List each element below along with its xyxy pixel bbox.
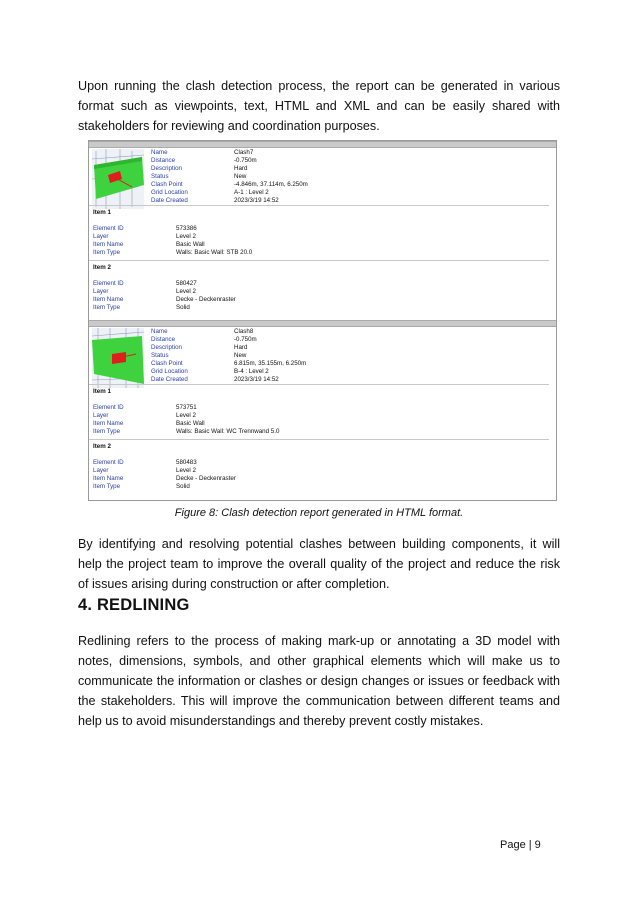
grid-location-label: Grid Location <box>151 189 188 196</box>
item-type-value: Walls: Basic Wall: STB 20.0 <box>176 249 253 256</box>
item-heading: Item 1 <box>93 209 111 216</box>
element-id-label: Element ID <box>93 225 124 232</box>
item-type-label: Item Type <box>93 428 121 435</box>
item-type-value: Walls: Basic Wall: WC Trennwand 5.0 <box>176 428 280 435</box>
page-number: Page | 9 <box>500 839 541 851</box>
element-id-value: 573751 <box>176 404 197 411</box>
clash-record-2 <box>89 320 556 500</box>
date-created-label: Date Created <box>151 197 188 204</box>
clash-thumbnail-2 <box>92 328 144 388</box>
item-type-label: Item Type <box>93 483 121 490</box>
description-value: Hard <box>234 165 248 172</box>
clash-record-1 <box>89 141 556 313</box>
item-name-label: Item Name <box>93 475 124 482</box>
status-label: Status <box>151 173 169 180</box>
layer-label: Layer <box>93 467 109 474</box>
item-name-label: Item Name <box>93 420 124 427</box>
distance-label: Distance <box>151 157 176 164</box>
element-id-label: Element ID <box>93 404 124 411</box>
record-header-band <box>89 141 556 148</box>
item-type-label: Item Type <box>93 304 121 311</box>
description-value: Hard <box>234 344 248 351</box>
description-label: Description <box>151 165 182 172</box>
layer-value: Level 2 <box>176 467 196 474</box>
item-name-value: Basic Wall <box>176 241 205 248</box>
item-name-value: Basic Wall <box>176 420 205 427</box>
body-paragraph: By identifying and resolving potential clashes between building components, it will help the project team to improve the overall quality of the project and reduce the risk of issues arising during construction or after completion. <box>78 537 560 591</box>
section-heading: 4. REDLINING <box>78 596 190 614</box>
grid-location-label: Grid Location <box>151 368 188 375</box>
clash-report-figure <box>88 140 557 501</box>
date-created-label: Date Created <box>151 376 188 383</box>
clash-point-value: 6.815m, 35.155m, 6.250m <box>234 360 307 367</box>
name-label: Name <box>151 149 168 156</box>
clash-point-value: -4.846m, 37.114m, 6.250m <box>234 181 308 188</box>
layer-value: Level 2 <box>176 233 196 240</box>
distance-value: -0.750m <box>234 336 257 343</box>
description-label: Description <box>151 344 182 351</box>
item-heading: Item 2 <box>93 443 111 450</box>
divider <box>89 205 549 206</box>
clash-thumbnail-1 <box>92 149 144 209</box>
item-name-value: Decke - Deckenraster <box>176 475 236 482</box>
item-name-label: Item Name <box>93 296 124 303</box>
item-heading: Item 1 <box>93 388 111 395</box>
date-created-value: 2023/3/19 14:52 <box>234 197 279 204</box>
distance-value: -0.750m <box>234 157 257 164</box>
layer-label: Layer <box>93 288 109 295</box>
figure-caption: Figure 8: Clash detection report generated in HTML format. <box>174 507 464 519</box>
item-name-label: Item Name <box>93 241 124 248</box>
intro-paragraph: Upon running the clash detection process, the report can be generated in various format such as viewpoints, text, HTML and XML and can be easily shared with stakeholders for reviewing and coordination purposes. <box>78 79 560 133</box>
clash-name: Clash7 <box>234 149 254 156</box>
item-name-value: Decke - Deckenraster <box>176 296 236 303</box>
grid-location-value: A-1 : Level 2 <box>234 189 269 196</box>
date-created-value: 2023/3/19 14:52 <box>234 376 279 383</box>
name-label: Name <box>151 328 168 335</box>
layer-value: Level 2 <box>176 288 196 295</box>
divider <box>89 439 549 440</box>
grid-location-value: B-4 : Level 2 <box>234 368 269 375</box>
distance-label: Distance <box>151 336 176 343</box>
divider <box>89 260 549 261</box>
layer-label: Layer <box>93 233 109 240</box>
record-header-band <box>89 320 556 327</box>
status-value: New <box>234 352 247 359</box>
item-type-label: Item Type <box>93 249 121 256</box>
layer-value: Level 2 <box>176 412 196 419</box>
redlining-paragraph: Redlining refers to the process of making mark-up or annotating a 3D model with notes, dimensions, symbols, and other graphical elements which will make us to communicate the information or clashes or design changes or issues or feedback with the stakeholders. This will improve the communication between different teams and help us to avoid misunderstandings and thereby prevent costly mistakes. <box>78 634 560 728</box>
divider <box>89 384 549 385</box>
element-id-value: 573386 <box>176 225 197 232</box>
status-label: Status <box>151 352 169 359</box>
clash-name: Clash8 <box>234 328 254 335</box>
item-type-value: Solid <box>176 304 190 311</box>
layer-label: Layer <box>93 412 109 419</box>
item-heading: Item 2 <box>93 264 111 271</box>
element-id-value: 580483 <box>176 459 197 466</box>
element-id-label: Element ID <box>93 280 124 287</box>
element-id-label: Element ID <box>93 459 124 466</box>
item-type-value: Solid <box>176 483 190 490</box>
status-value: New <box>234 173 247 180</box>
element-id-value: 580427 <box>176 280 197 287</box>
clash-point-label: Clash Point <box>151 181 183 188</box>
clash-point-label: Clash Point <box>151 360 183 367</box>
